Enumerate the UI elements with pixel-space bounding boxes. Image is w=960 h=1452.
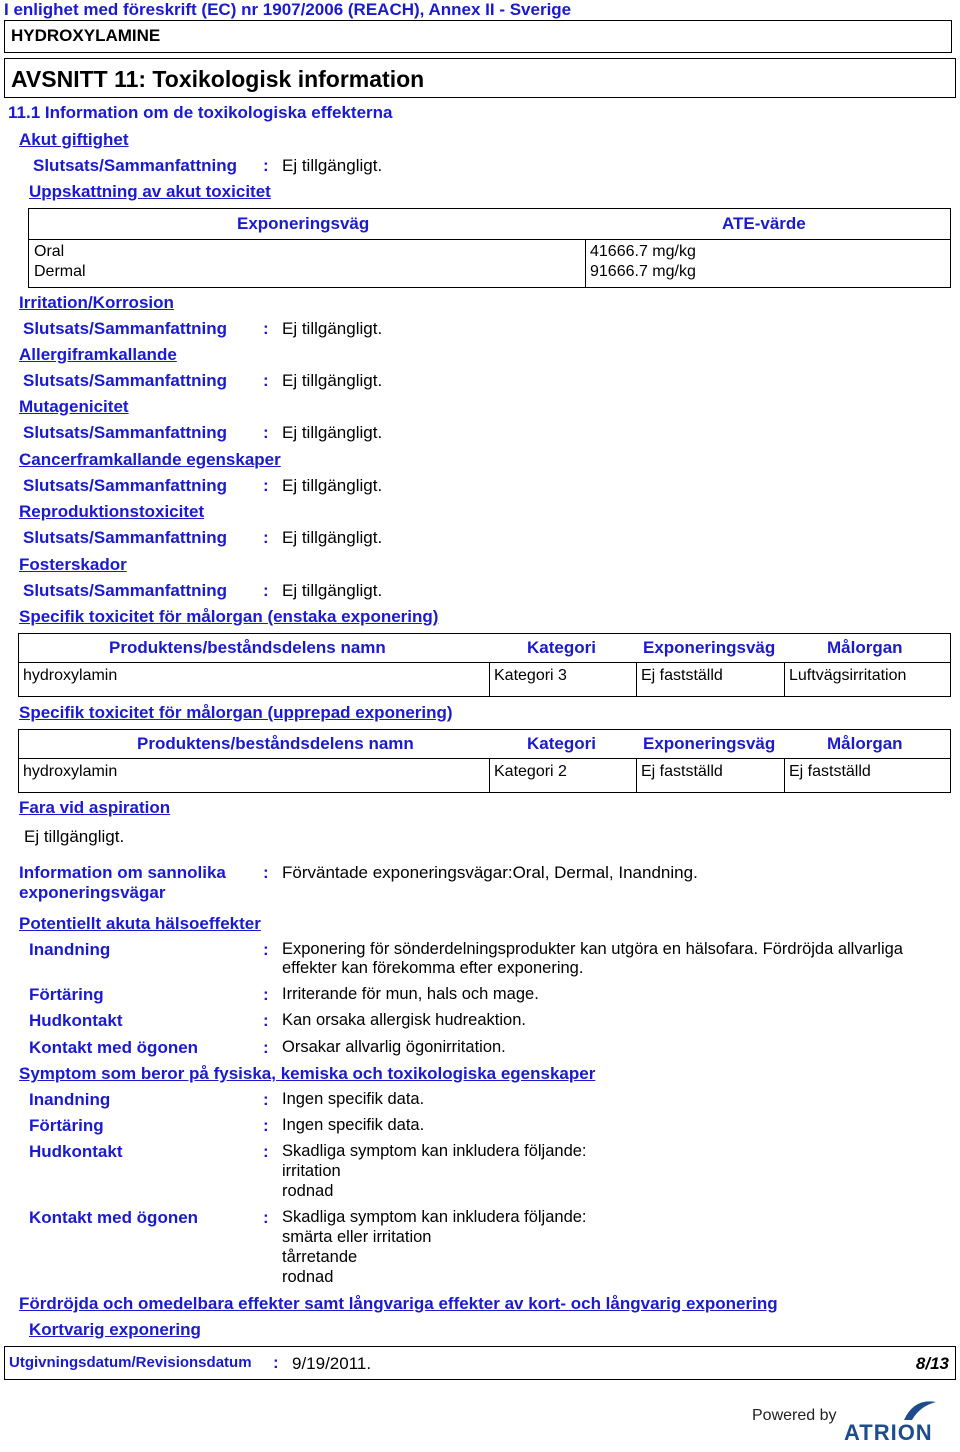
symptom-label: Inandning: [29, 1090, 111, 1109]
effect-value: Orsakar allvarlig ögonirritation.: [282, 1038, 506, 1056]
table-col-divider: [489, 758, 490, 793]
symptom-line: Ingen specifik data.: [282, 1116, 425, 1134]
col-header-category: Kategori: [527, 638, 596, 657]
acute-toxicity-heading: Akut giftighet: [19, 130, 129, 149]
effect-label: Inandning: [29, 940, 111, 959]
summary-heading: Reproduktionstoxicitet: [19, 502, 205, 521]
summary-heading: Cancerframkallande egenskaper: [19, 450, 281, 469]
col-header-route: Exponeringsväg: [643, 638, 776, 657]
cell-category: Kategori 2: [494, 763, 567, 780]
document-header-title: I enlighet med föreskrift (EC) nr 1907/2006 (REACH), Annex II - Sverige: [4, 0, 572, 19]
symptom-line: Skadliga symptom kan inkludera följande:: [282, 1142, 587, 1160]
symptom-line: rodnad: [282, 1182, 334, 1200]
colon: :: [263, 371, 269, 390]
summary-value: Ej tillgängligt.: [282, 476, 383, 495]
symptom-line: Skadliga symptom kan inkludera följande:: [282, 1208, 587, 1226]
colon: :: [263, 1038, 269, 1057]
aspiration-heading: Fara vid aspiration: [19, 798, 171, 817]
cell-organ: Luftvägsirritation: [789, 667, 907, 684]
cell-substance: hydroxylamin: [23, 667, 118, 684]
table-col-divider: [636, 758, 637, 793]
cell-route: Ej fastställd: [641, 667, 723, 684]
table-col-divider: [784, 662, 785, 697]
summary-heading: Mutagenicitet: [19, 397, 129, 416]
table-col-divider: [784, 758, 785, 793]
routes-info-label: Information om sannolika exponeringsvägar: [19, 863, 226, 902]
effect-label: Förtäring: [29, 985, 104, 1004]
delayed-effects-heading: Fördröjda och omedelbara effekter samt långvariga effekter av kort- och långvarig exponering: [19, 1294, 778, 1313]
summary-label: Slutsats/Sammanfattning: [23, 371, 228, 390]
symptoms-heading: Symptom som beror på fysiska, kemiska och toxikologiska egenskaper: [19, 1064, 596, 1083]
colon: :: [263, 1208, 269, 1227]
colon: :: [263, 1116, 269, 1135]
col-header-name: Produktens/beståndsdelens namn: [109, 638, 386, 657]
ate-table-col-divider: [585, 239, 586, 288]
table-divider: [18, 662, 951, 663]
colon: :: [263, 581, 269, 600]
colon: :: [263, 156, 269, 175]
colon: :: [263, 319, 269, 338]
ate-heading: Uppskattning av akut toxicitet: [29, 182, 271, 201]
table-divider: [18, 758, 951, 759]
ate-table-divider: [28, 239, 951, 240]
summary-value: Ej tillgängligt.: [282, 581, 383, 600]
col-header-organ: Målorgan: [827, 734, 903, 753]
summary-label: Slutsats/Sammanfattning: [23, 528, 228, 547]
cell-substance: hydroxylamin: [23, 763, 118, 780]
summary-heading: Fosterskador: [19, 555, 127, 574]
acute-summary-label: Slutsats/Sammanfattning: [33, 156, 238, 175]
col-header-name: Produktens/beståndsdelens namn: [137, 734, 414, 753]
footer-box: [4, 1346, 956, 1380]
summary-value: Ej tillgängligt.: [282, 528, 383, 547]
summary-label: Slutsats/Sammanfattning: [23, 319, 228, 338]
ate-table: [28, 208, 951, 288]
effect-value: Kan orsaka allergisk hudreaktion.: [282, 1011, 526, 1029]
section-subtitle: 11.1 Information om de toxikologiska effekterna: [8, 103, 393, 122]
colon: :: [263, 1011, 269, 1030]
cell-category: Kategori 3: [494, 667, 567, 684]
symptom-line: tårretande: [282, 1248, 358, 1266]
summary-label: Slutsats/Sammanfattning: [23, 476, 228, 495]
colon: :: [263, 1090, 269, 1109]
colon: :: [263, 528, 269, 547]
colon: :: [263, 476, 269, 495]
footer-date-label: Utgivningsdatum/Revisionsdatum: [9, 1354, 252, 1371]
ate-route-oral: Oral: [34, 243, 65, 260]
summary-value: Ej tillgängligt.: [282, 319, 383, 338]
atrion-logo: [842, 1394, 954, 1444]
summary-label: Slutsats/Sammanfattning: [23, 423, 228, 442]
symptom-label: Kontakt med ögonen: [29, 1208, 199, 1227]
symptom-label: Förtäring: [29, 1116, 104, 1135]
colon: :: [263, 985, 269, 1004]
cell-organ: Ej fastställd: [789, 763, 871, 780]
section-title-box: [4, 58, 956, 98]
ate-col-route: Exponeringsväg: [237, 214, 370, 233]
ate-col-value: ATE-värde: [722, 214, 806, 233]
cell-route: Ej fastställd: [641, 763, 723, 780]
summary-value: Ej tillgängligt.: [282, 423, 383, 442]
product-name: HYDROXYLAMINE: [11, 26, 161, 45]
col-header-route: Exponeringsväg: [643, 734, 776, 753]
ate-route-dermal: Dermal: [34, 263, 86, 280]
colon: :: [263, 863, 269, 882]
col-header-category: Kategori: [527, 734, 596, 753]
section-title: AVSNITT 11: Toxikologisk information: [11, 66, 425, 92]
product-name-box: [4, 20, 952, 53]
summary-heading: Allergiframkallande: [19, 345, 177, 364]
short-term-heading: Kortvarig exponering: [29, 1320, 201, 1339]
ate-value-oral: 41666.7 mg/kg: [590, 243, 696, 260]
footer-date: 9/19/2011.: [292, 1354, 372, 1373]
stot-single-heading: Specifik toxicitet för målorgan (enstaka exponering): [19, 607, 439, 626]
symptom-line: Ingen specifik data.: [282, 1090, 425, 1108]
colon: :: [263, 423, 269, 442]
symptom-line: irritation: [282, 1162, 341, 1180]
routes-info-value: Förväntade exponeringsvägar:Oral, Dermal, Inandning.: [282, 863, 698, 882]
effect-value: Irriterande för mun, hals och mage.: [282, 985, 539, 1003]
acute-effects-heading: Potentiellt akuta hälsoeffekter: [19, 914, 261, 933]
colon: :: [273, 1353, 279, 1372]
stot-repeated-heading: Specifik toxicitet för målorgan (upprepad exponering): [19, 703, 453, 722]
summary-value: Ej tillgängligt.: [282, 371, 383, 390]
page-number: 8/13: [915, 1354, 949, 1373]
ate-value-dermal: 91666.7 mg/kg: [590, 263, 696, 280]
colon: :: [263, 1142, 269, 1161]
summary-label: Slutsats/Sammanfattning: [23, 581, 228, 600]
powered-by-text: Powered by: [752, 1407, 837, 1424]
acute-summary-value: Ej tillgängligt.: [282, 156, 383, 175]
symptom-line: smärta eller irritation: [282, 1228, 432, 1246]
effect-value: Exponering för sönderdelningsprodukter kan utgöra en hälsofara. Fördröjda allvarliga effekter kan förekomma efter exponering.: [282, 940, 903, 977]
table-col-divider: [636, 662, 637, 697]
colon: :: [263, 940, 269, 959]
atrion-logo-text: ATRION: [844, 1420, 933, 1444]
effect-label: Kontakt med ögonen: [29, 1038, 199, 1057]
effect-label: Hudkontakt: [29, 1011, 123, 1030]
symptom-label: Hudkontakt: [29, 1142, 123, 1161]
col-header-organ: Målorgan: [827, 638, 903, 657]
symptom-line: rodnad: [282, 1268, 334, 1286]
table-col-divider: [489, 662, 490, 697]
summary-heading: Irritation/Korrosion: [19, 293, 174, 312]
aspiration-value: Ej tillgängligt.: [24, 827, 125, 846]
